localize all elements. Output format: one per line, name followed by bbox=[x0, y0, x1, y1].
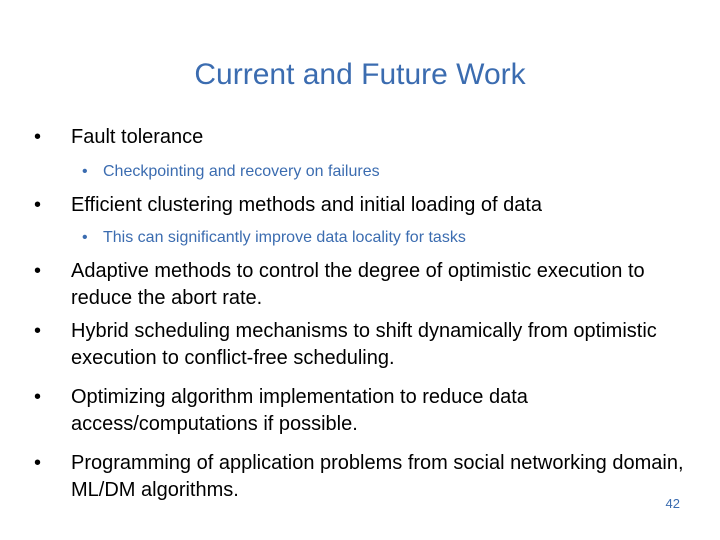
bullet-text: Optimizing algorithm implementation to reduce data access/computations if possible. bbox=[71, 386, 528, 435]
bullet-item bbox=[34, 192, 684, 219]
bullet-text: Hybrid scheduling mechanisms to shift dynamically from optimistic execution to conflict-free scheduling. bbox=[71, 320, 657, 369]
bullet-item bbox=[34, 450, 684, 504]
bullet-item bbox=[34, 318, 684, 372]
bullet-text: Efficient clustering methods and initial loading of data bbox=[71, 194, 543, 216]
sub-bullet-text: Checkpointing and recovery on failures bbox=[103, 163, 380, 180]
bullet-text: Adaptive methods to control the degree of optimistic execution to reduce the abort rate. bbox=[71, 260, 645, 309]
sub-bullet-dot: • bbox=[82, 229, 88, 246]
bullet-text: Fault tolerance bbox=[71, 126, 204, 148]
bullet-dot: • bbox=[34, 452, 42, 474]
sub-bullet-item bbox=[82, 162, 682, 182]
bullet-item bbox=[34, 384, 684, 438]
bullet-dot: • bbox=[34, 320, 42, 342]
bullet-dot: • bbox=[34, 260, 42, 282]
bullet-dot: • bbox=[34, 194, 42, 216]
bullet-dot: • bbox=[34, 126, 42, 148]
bullet-dot: • bbox=[34, 386, 42, 408]
bullet-text: Programming of application problems from social networking domain, ML/DM algorithms. bbox=[71, 452, 684, 501]
sub-bullet-dot: • bbox=[82, 163, 88, 180]
sub-bullet-item bbox=[82, 228, 682, 248]
sub-bullet-text: This can significantly improve data locality for tasks bbox=[103, 229, 466, 246]
bullet-item bbox=[34, 258, 684, 312]
page-number: 42 bbox=[665, 496, 680, 511]
bullet-item bbox=[34, 124, 684, 151]
slide-title: Current and Future Work bbox=[194, 58, 526, 91]
